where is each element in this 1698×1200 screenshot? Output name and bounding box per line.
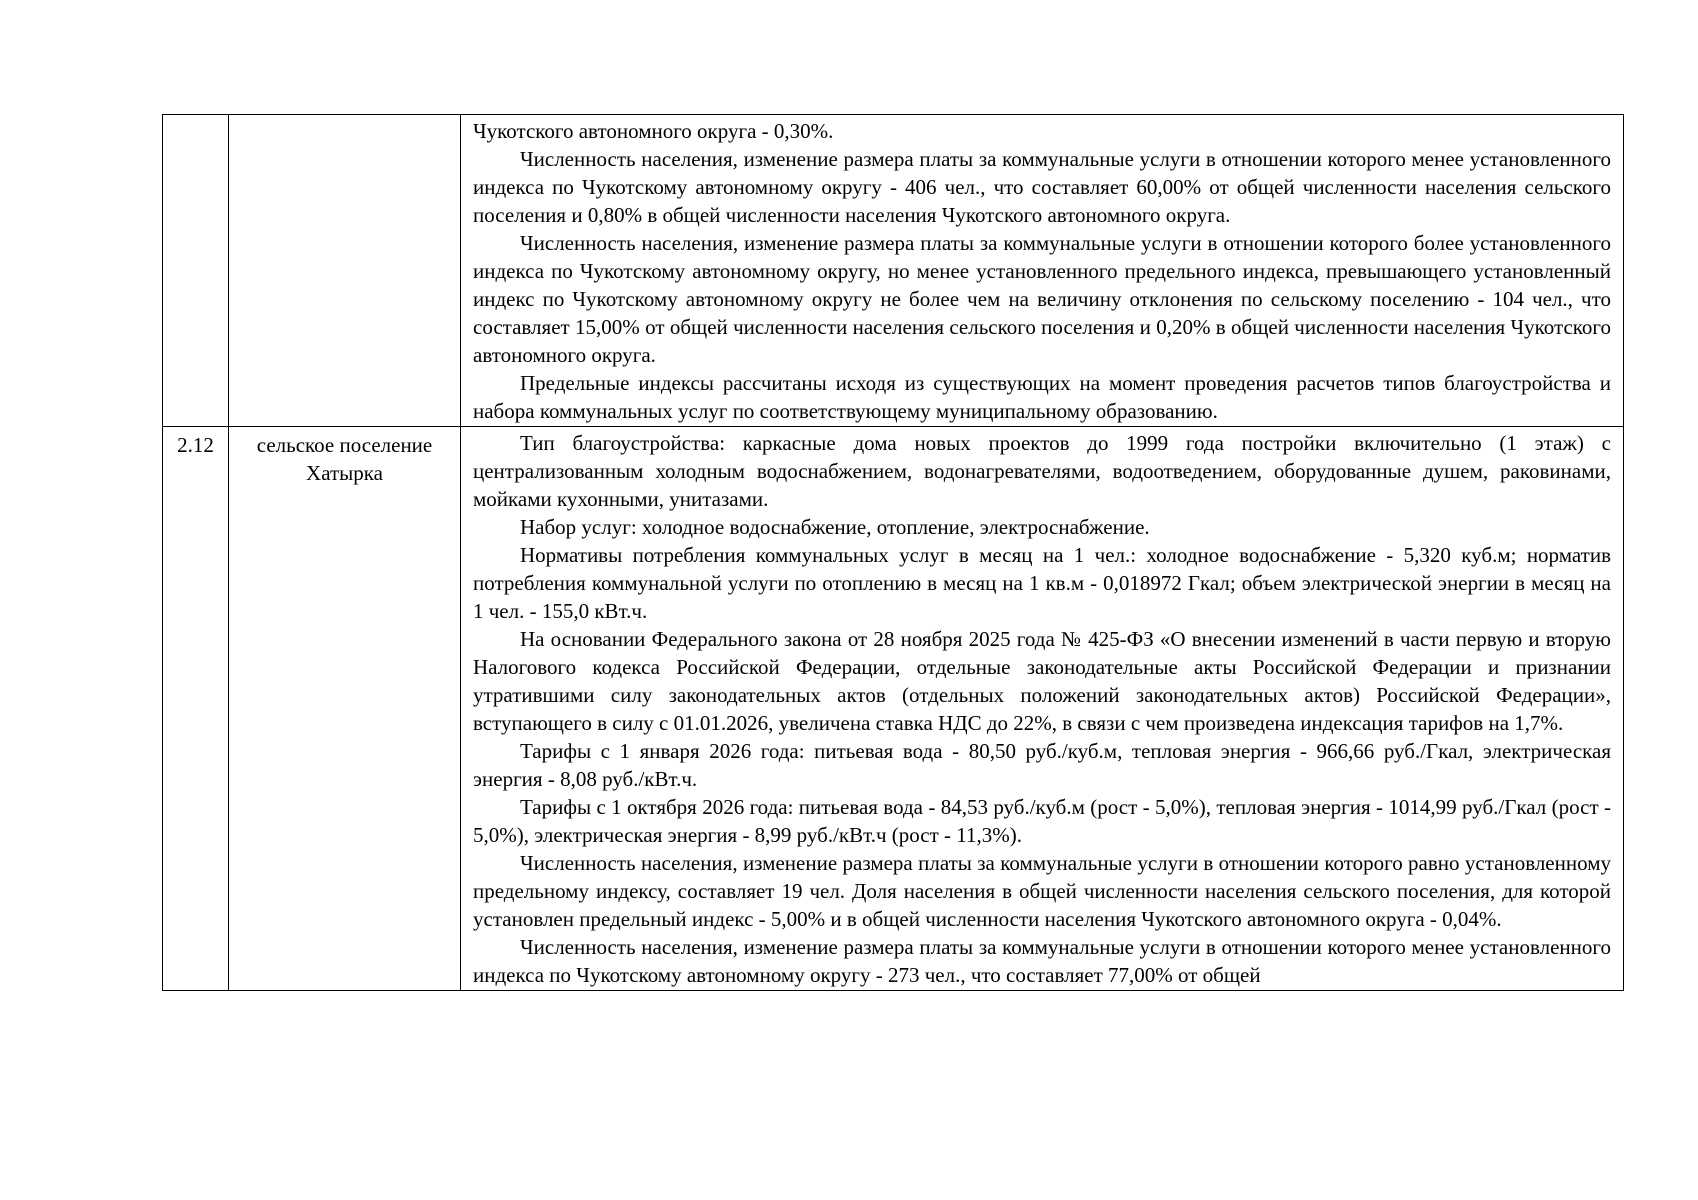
paragraph: Тип благоустройства: каркасные дома новых проектов до 1999 года постройки включительно (1 этаж) с централизованным холодным водоснабжением, водонагревателями, водоотведением, оборудованные душем, раковинами, мойками кухонными, унитазами. <box>473 431 1611 511</box>
description-cell <box>461 427 1624 991</box>
paragraph: Нормативы потребления коммунальных услуг в месяц на 1 чел.: холодное водоснабжение - 5,320 куб.м; норматив потребления коммунальной услуги по отоплению в месяц на 1 кв.м - 0,018972 Гкал; объем электрической энергии в месяц на 1 чел. - 155,0 кВт.ч. <box>473 543 1611 623</box>
municipality-name-cell <box>229 115 461 427</box>
table-row <box>163 115 1624 427</box>
paragraph: Численность населения, изменение размера платы за коммунальные услуги в отношении которого более установленного индекса по Чукотскому автономному округу, но менее установленного предельного индекса, превышающего установленный индекс по Чукотскому автономному округу не более чем на величину отклонения по сельскому поселению - 104 чел., что составляет 15,00% от общей численности населения сельского поселения и 0,20% в общей численности населения Чукотского автономного округа. <box>473 231 1611 367</box>
paragraph: Численность населения, изменение размера платы за коммунальные услуги в отношении которого равно установленному предельному индексу, составляет 19 чел. Доля населения в общей численности населения сельского поселения, для которой установлен предельный индекс - 5,00% и в общей численности населения Чукотского автономного округа - 0,04%. <box>473 851 1611 931</box>
paragraph: Тарифы с 1 октября 2026 года: питьевая вода - 84,53 руб./куб.м (рост - 5,0%), тепловая энергия - 1014,99 руб./Гкал (рост - 5,0%), электрическая энергия - 8,99 руб./кВт.ч (рост - 11,3%). <box>473 795 1611 847</box>
municipality-name-cell <box>229 427 461 991</box>
paragraph: Численность населения, изменение размера платы за коммунальные услуги в отношении которого менее установленного индекса по Чукотскому автономному округу - 273 чел., что составляет 77,00% от общей <box>473 935 1611 987</box>
paragraph: Тарифы с 1 января 2026 года: питьевая вода - 80,50 руб./куб.м, тепловая энергия - 966,66 руб./Гкал, электрическая энергия - 8,08 руб./кВт.ч. <box>473 739 1611 791</box>
paragraph: Набор услуг: холодное водоснабжение, отопление, электроснабжение. <box>520 515 1150 539</box>
municipality-title: Хатырка <box>306 461 383 485</box>
row-number-cell: 2.12 <box>163 427 229 991</box>
table-row <box>163 427 1624 991</box>
description-cell <box>461 115 1624 427</box>
paragraph: На основании Федерального закона от 28 ноября 2025 года № 425-ФЗ «О внесении изменений в части первую и вторую Налогового кодекса Российской Федерации, отдельные законодательные акты Российской Федерации и признании утратившими силу законодательных актов (отдельных положений законодательных актов) Российской Федерации», вступающего в силу с 01.01.2026, увеличена ставка НДС до 22%, в связи с чем произведена индексация тарифов на 1,7%. <box>473 627 1611 735</box>
municipality-type: сельское поселение <box>256 433 433 457</box>
row-number-cell <box>163 115 229 427</box>
paragraph: Численность населения, изменение размера платы за коммунальные услуги в отношении которого менее установленного индекса по Чукотскому автономному округу - 406 чел., что составляет 60,00% от общей численности населения сельского поселения и 0,80% в общей численности населения Чукотского автономного округа. <box>473 147 1611 227</box>
paragraph: Чукотского автономного округа - 0,30%. <box>473 119 834 143</box>
paragraph: Предельные индексы рассчитаны исходя из существующих на момент проведения расчетов типов благоустройства и набора коммунальных услуг по соответствующему муниципальному образованию. <box>473 371 1611 423</box>
document-table <box>162 114 1624 991</box>
